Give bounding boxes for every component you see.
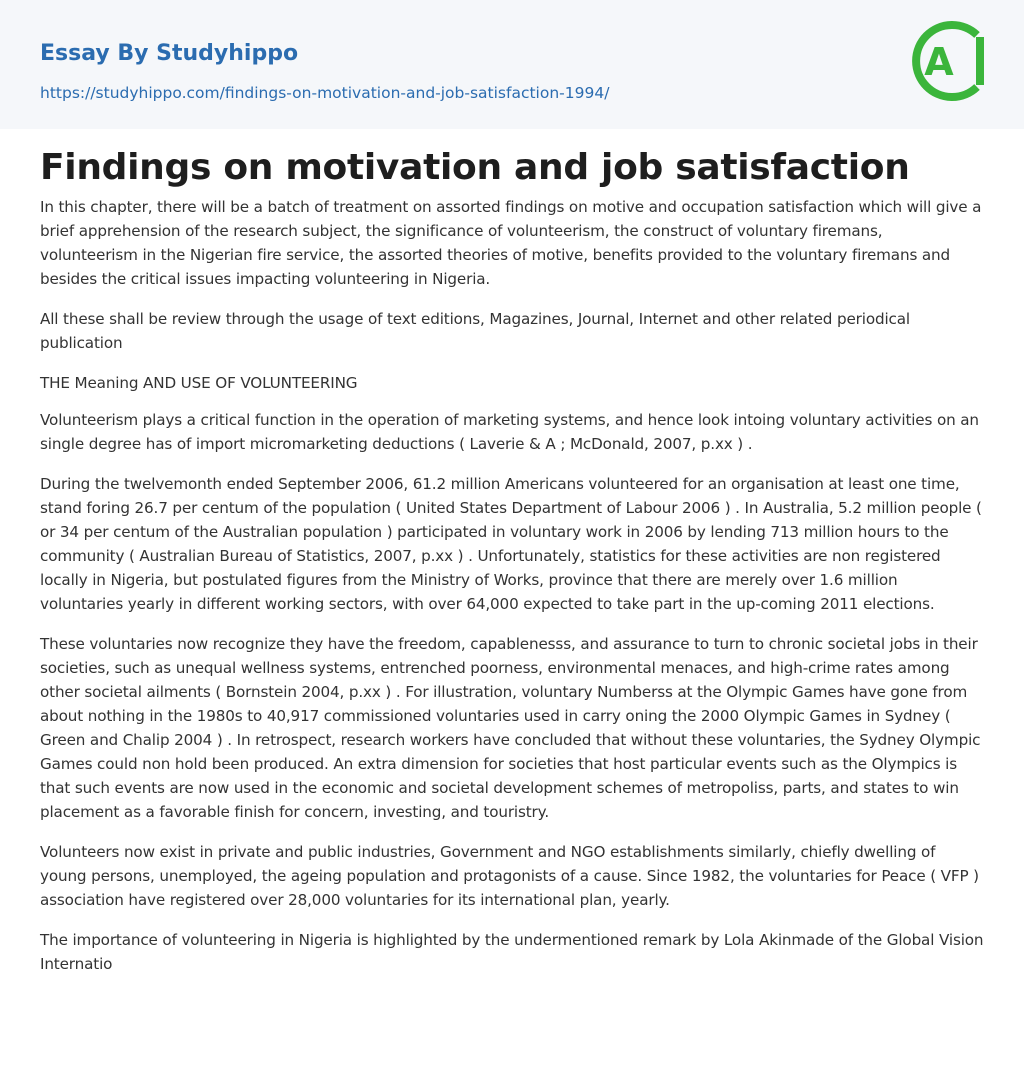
article-paragraph: During the twelvemonth ended September 2006, 61.2 million Americans volunteered for an organisation at least one time, stand foring 26.7 per centum of the population ( United States Department of Labour 2006 ) . In Australia, 5.2 million people ( or 34 per centum of the Australian population ) participated in voluntary work in 2006 by lending 713 million hours to the community ( Australian Bureau of Statistics, 2007, p.xx ) . Unfortunately, statistics for these activities are non registered locally in Nigeria, but postulated figures from the Ministry of Works, province that there are merely over 1.6 million voluntaries yearly in different working sectors, with over 64,000 expected to take part in the up-coming 2011 elections. bbox=[40, 475, 982, 613]
logo-letter: A bbox=[924, 40, 954, 84]
article-paragraph: Volunteerism plays a critical function in the operation of marketing systems, and hence look intoing voluntary activities on an single degree has of import micromarketing deductions ( Laverie & A ; McDonald, 2007, p.xx ) . bbox=[40, 411, 979, 453]
article-paragraph: All these shall be review through the usage of text editions, Magazines, Journal, Internet and other related periodical publication bbox=[40, 310, 910, 352]
article-paragraph: These voluntaries now recognize they have the freedom, capablenesss, and assurance to turn to chronic societal jobs in their societies, such as unequal wellness systems, entrenched poorness, environmental menaces, and high-crime rates among other societal ailments ( Bornstein 2004, p.xx ) . For illustration, voluntary Numberss at the Olympic Games have gone from about nothing in the 1980s to 40,917 commissioned voluntaries used in carry oning the 2000 Olympic Games in Sydney ( Green and Chalip 2004 ) . In retrospect, research workers have concluded that without these voluntaries, the Sydney Olympic Games could non hold been produced. An extra dimension for societies that host particular events such as the Olympics is that such events are now used in the economic and societal development schemes of metropoliss, parts, and states to win placement as a favorable finish for concern, investing, and touristry. bbox=[40, 635, 981, 821]
section-heading: THE Meaning AND USE OF VOLUNTEERING bbox=[40, 374, 358, 392]
logo-a-icon[interactable] bbox=[906, 19, 990, 103]
article-paragraph: Volunteers now exist in private and public industries, Government and NGO establishments similarly, chiefly dwelling of young persons, unemployed, the ageing population and protagonists of a cause. Since 1982, the voluntaries for Peace ( VFP ) association have registered over 28,000 voluntaries for its international plan, yearly. bbox=[40, 843, 979, 909]
site-title[interactable]: Essay By Studyhippo bbox=[40, 41, 299, 66]
article-paragraph: In this chapter, there will be a batch of treatment on assorted findings on motive and occupation satisfaction which will give a brief apprehension of the research subject, the significance of volunteerism, the construct of voluntary firemans, volunteerism in the Nigerian fire service, the assorted theories of motive, benefits provided to the voluntary firemans and besides the critical issues impacting volunteering in Nigeria. bbox=[40, 198, 982, 288]
site-header bbox=[0, 0, 1024, 129]
essay-url-link[interactable]: https://studyhippo.com/findings-on-motivation-and-job-satisfaction-1994/ bbox=[40, 84, 610, 102]
article-paragraph: The importance of volunteering in Nigeria is highlighted by the undermentioned remark by Lola Akinmade of the Global Vision Internatio bbox=[40, 931, 984, 973]
article bbox=[40, 129, 984, 992]
article-title: Findings on motivation and job satisfaction bbox=[40, 147, 910, 188]
